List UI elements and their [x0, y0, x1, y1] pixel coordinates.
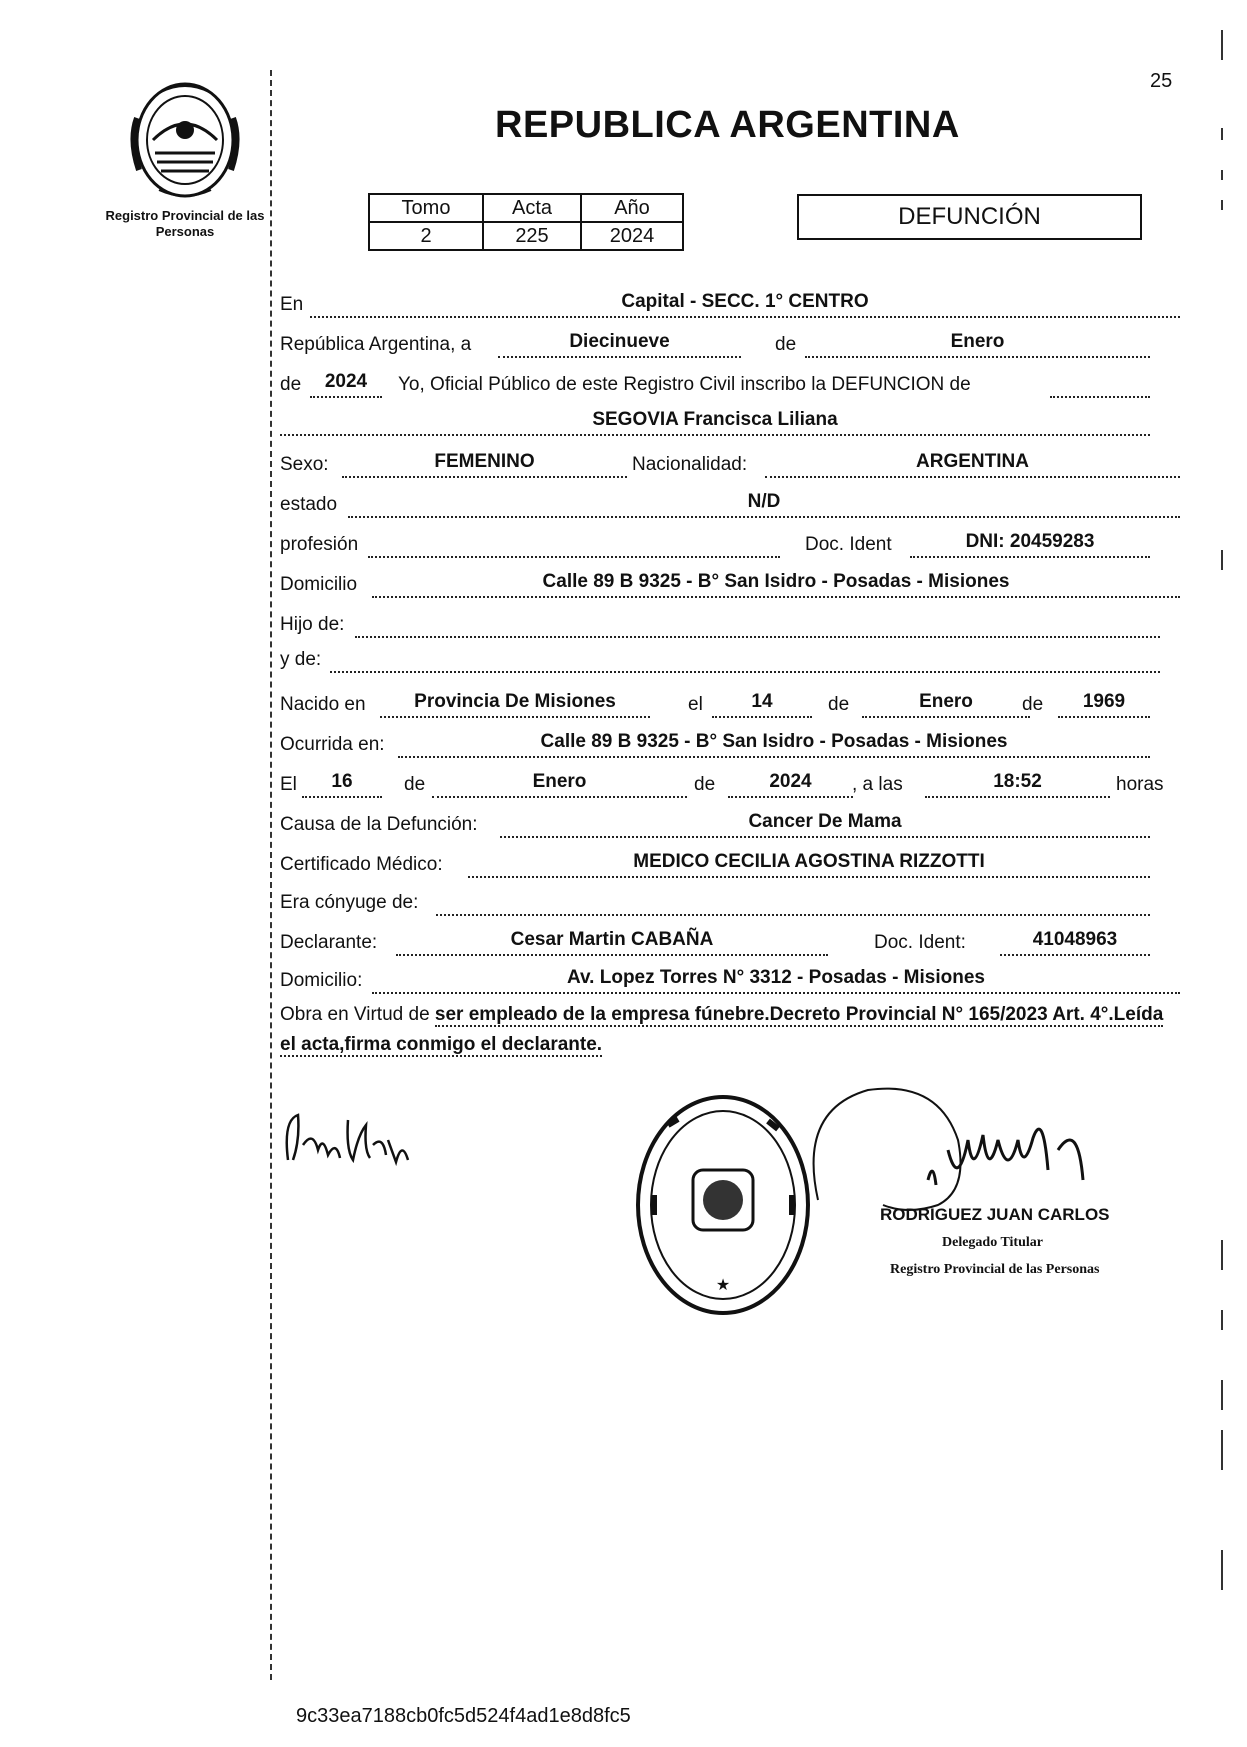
label-de-death-month: de: [404, 774, 426, 795]
row-sex-nationality: [280, 450, 1180, 478]
field-sex: FEMENINO: [342, 450, 627, 478]
document-title: REPUBLICA ARGENTINA: [495, 104, 960, 146]
field-cause: Cancer De Mama: [500, 810, 1150, 838]
act-number-table: [368, 193, 684, 251]
field-civil-status: N/D: [348, 490, 1180, 518]
label-y-de: y de:: [280, 649, 322, 670]
row-mother: [280, 645, 1180, 673]
row-declarant-address: [280, 966, 1180, 994]
label-conyuge: Era cónyuge de:: [280, 892, 419, 913]
label-domicilio: Domicilio: [280, 574, 358, 595]
scan-edge-marks: [1218, 30, 1238, 1730]
field-birth-month: Enero: [862, 690, 1030, 718]
field-spouse: [436, 888, 1150, 916]
row-death-place: [280, 730, 1180, 758]
field-place: Capital - SECC. 1° CENTRO: [310, 290, 1180, 318]
field-nationality: ARGENTINA: [765, 450, 1180, 478]
official-role: Delegado Titular: [942, 1235, 1043, 1250]
label-certificado: Certificado Médico:: [280, 854, 443, 875]
label-sexo: Sexo:: [280, 454, 329, 475]
field-declarant-doc: 41048963: [1000, 928, 1150, 956]
field-birth-day: 14: [712, 690, 812, 718]
closing-statement: [280, 1000, 1180, 1060]
official-name: RODRIGUEZ JUAN CARLOS: [880, 1205, 1110, 1224]
table-header-acta: Acta: [483, 194, 581, 222]
row-civil-status: [280, 490, 1180, 518]
label-profesion: profesión: [280, 534, 359, 555]
field-mother: [330, 645, 1160, 673]
field-declarant-address: Av. Lopez Torres N° 3312 - Posadas - Misiones: [372, 966, 1180, 994]
label-hijo-de: Hijo de:: [280, 614, 345, 635]
row-father: [280, 610, 1180, 638]
field-doctor: MEDICO CECILIA AGOSTINA RIZZOTTI: [468, 850, 1150, 878]
label-de-birth-month: de: [828, 694, 850, 715]
row-deceased-name: [280, 408, 1180, 436]
document-hash: 9c33ea7188cb0fc5d524f4ad1e8d8fc5: [296, 1705, 631, 1727]
official-signature: [808, 1080, 1138, 1220]
field-statement-fill: [1050, 370, 1150, 398]
official-seal: [628, 1085, 818, 1325]
row-spouse: [280, 888, 1180, 916]
field-death-year: 2024: [728, 770, 853, 798]
row-death-date: [280, 770, 1180, 798]
row-declarant: [280, 928, 1180, 956]
label-el: el: [688, 694, 703, 715]
field-month: Enero: [805, 330, 1150, 358]
row-cause: [280, 810, 1180, 838]
label-horas: horas: [1116, 774, 1164, 795]
label-domicilio-declarant: Domicilio:: [280, 970, 363, 991]
row-doctor: [280, 850, 1180, 878]
declarant-signature: [278, 1100, 418, 1180]
closing-prefix: Obra en Virtud de: [280, 1004, 435, 1025]
row-date: [280, 330, 1180, 358]
label-republica: República Argentina, a: [280, 334, 472, 355]
label-de-birth-year: de: [1022, 694, 1044, 715]
row-address: [280, 570, 1180, 598]
table-value-ano: 2024: [581, 222, 683, 250]
label-nacido-en: Nacido en: [280, 694, 366, 715]
label-nacionalidad: Nacionalidad:: [632, 454, 748, 475]
table-header-tomo: Tomo: [369, 194, 483, 222]
field-address: Calle 89 B 9325 - B° San Isidro - Posadas - Misiones: [372, 570, 1180, 598]
label-estado: estado: [280, 494, 338, 515]
label-de-year: de: [280, 374, 302, 395]
label-causa: Causa de la Defunción:: [280, 814, 478, 835]
row-profession-doc: [280, 530, 1180, 558]
field-birth-place: Provincia De Misiones: [380, 690, 650, 718]
label-doc-ident: Doc. Ident: [805, 534, 892, 555]
closing-text: ser empleado de la empresa fúnebre.Decreto Provincial N° 165/2023 Art. 4°.Leída el acta,firma conmigo el declarante.: [280, 1004, 1164, 1055]
table-value-tomo: 2: [369, 222, 483, 250]
field-death-month: Enero: [432, 770, 687, 798]
svg-text:★: ★: [715, 1277, 731, 1294]
row-place: [280, 290, 1180, 318]
label-a-las: , a las: [852, 774, 903, 795]
label-declarante: Declarante:: [280, 932, 378, 953]
label-de-death-year: de: [694, 774, 716, 795]
field-death-time: 18:52: [925, 770, 1110, 798]
field-year: 2024: [310, 370, 382, 398]
field-deceased-name: SEGOVIA Francisca Liliana: [280, 408, 1150, 436]
label-doc-ident-declarant: Doc. Ident:: [874, 932, 966, 953]
label-ocurrida-en: Ocurrida en:: [280, 734, 385, 755]
left-margin-rule: [270, 70, 272, 1680]
table-value-acta: 225: [483, 222, 581, 250]
label-en: En: [280, 294, 304, 315]
field-father: [355, 610, 1160, 638]
field-declarant: Cesar Martin CABAÑA: [396, 928, 828, 956]
misiones-coat-of-arms-logo: [125, 78, 245, 203]
field-day-words: Diecinueve: [498, 330, 741, 358]
page-number: 25: [1150, 70, 1173, 92]
row-year-statement: [280, 370, 1180, 398]
record-type-box: DEFUNCIÓN: [797, 194, 1142, 240]
field-birth-year: 1969: [1058, 690, 1150, 718]
field-death-place: Calle 89 B 9325 - B° San Isidro - Posadas - Misiones: [398, 730, 1150, 758]
registry-label: Registro Provincial de las Personas: [105, 208, 265, 239]
row-birth: [280, 690, 1180, 718]
table-header-ano: Año: [581, 194, 683, 222]
label-statement: Yo, Oficial Público de este Registro Civil inscribo la DEFUNCION de: [398, 374, 971, 395]
field-doc-id: DNI: 20459283: [910, 530, 1150, 558]
official-org: Registro Provincial de las Personas: [890, 1262, 1100, 1277]
field-profession: [368, 530, 780, 558]
label-el-cap: El: [280, 774, 297, 795]
label-de: de: [775, 334, 797, 355]
field-death-day: 16: [302, 770, 382, 798]
